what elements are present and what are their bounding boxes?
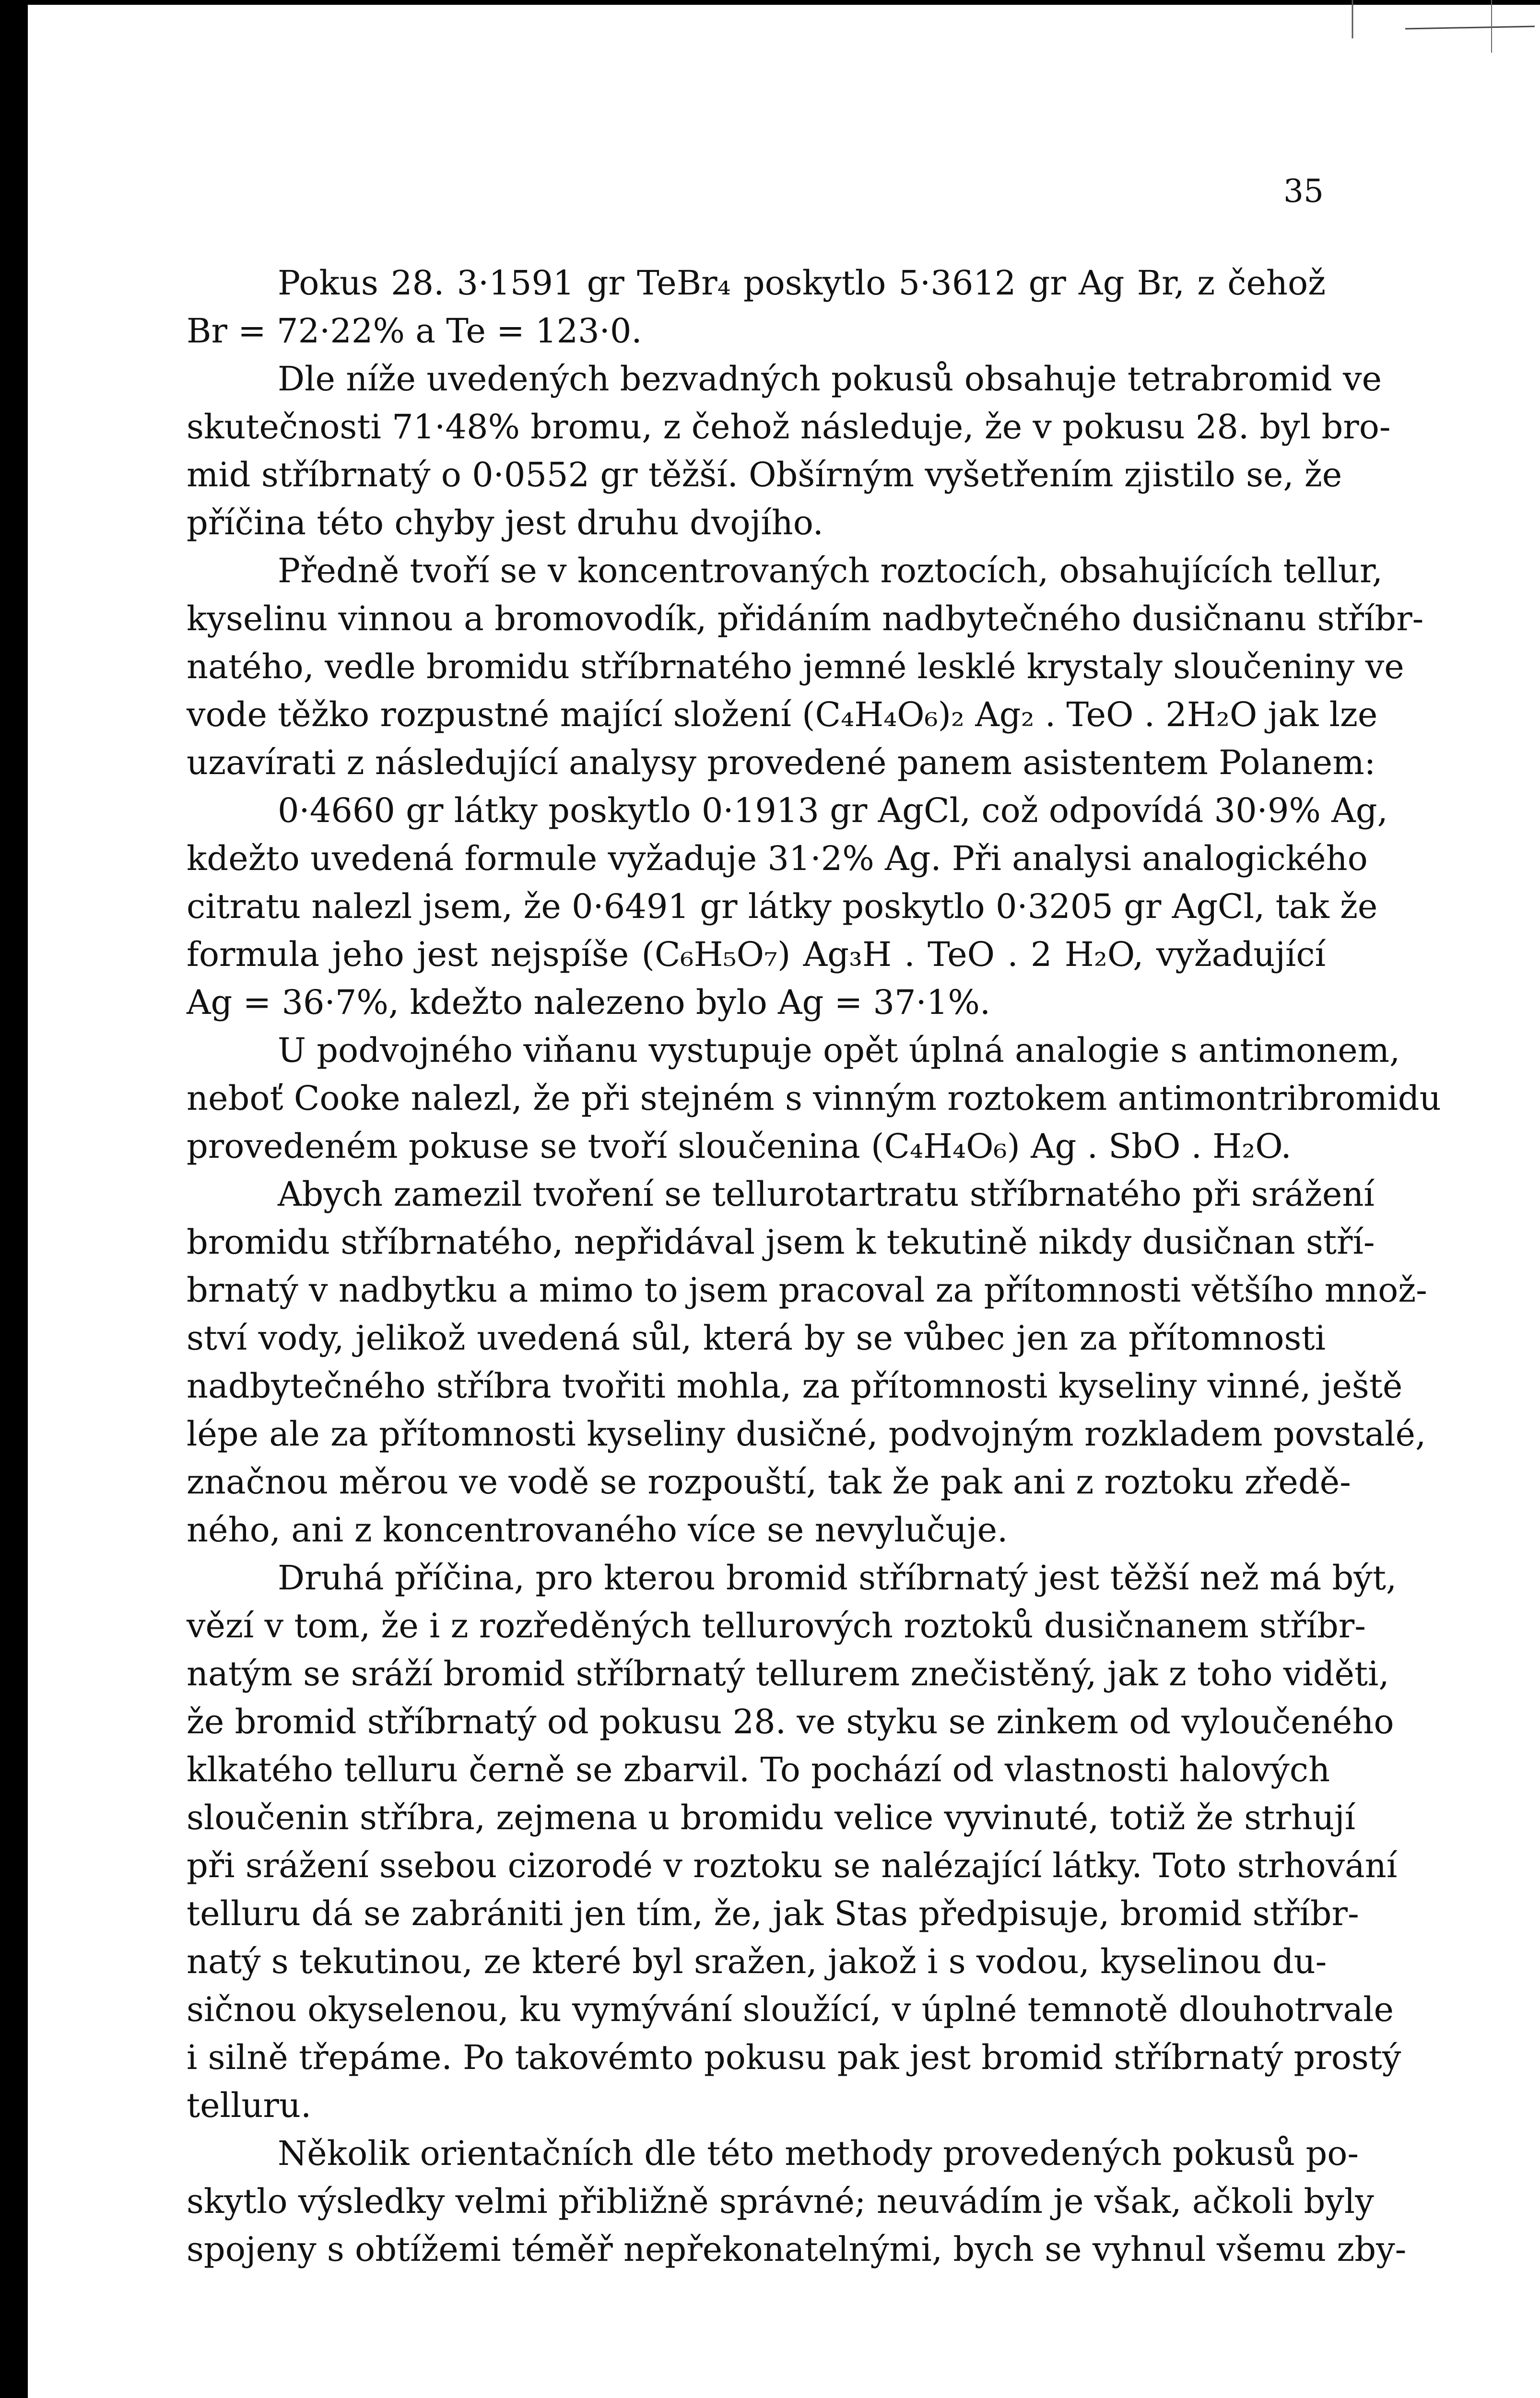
text-line: ství vody, jelikož uvedená sůl, která by se vůbec jen za přítomnosti: [187, 1318, 1326, 1358]
text-line: Několik orientačních dle této methody provedených pokusů po-: [278, 2134, 1359, 2173]
text-line: provedeném pokuse se tvoří sloučenina (C₄H₄O₆) Ag . SbO . H₂O.: [187, 1127, 1292, 1166]
text-line: Ag = 36·7%, kdežto nalezeno bylo Ag = 37·1%.: [187, 983, 991, 1022]
text-line: Druhá příčina, pro kterou bromid stříbrnatý jest těžší než má být,: [278, 1558, 1397, 1598]
text-line: mid stříbrnatý o 0·0552 gr těžší. Obšírným vyšetřením zjistilo se, že: [187, 455, 1342, 494]
text-line: formula jeho jest nejspíše (C₆H₅O₇) Ag₃H . TeO . 2 H₂O, vyžadující: [187, 935, 1326, 974]
text-line: nadbytečného stříbra tvořiti mohla, za přítomnosti kyseliny vinné, ještě: [187, 1366, 1403, 1406]
text-line: skytlo výsledky velmi přibližně správné; neuvádím je však, ačkoli byly: [187, 2182, 1374, 2221]
text-line: při srážení ssebou cizorodé v roztoku se nalézající látky. Toto strhování: [187, 1846, 1398, 1885]
text-line: skutečnosti 71·48% bromu, z čehož následuje, že v pokusu 28. byl bro-: [187, 407, 1391, 447]
scan-corner-mark: [1348, 0, 1540, 58]
text-line: vězí v tom, že i z rozředěných tellurových roztoků dusičnanem stříbr-: [187, 1606, 1366, 1646]
scan-border-top: [0, 0, 1540, 5]
paragraph: [187, 259, 1326, 355]
text-line: Předně tvoří se v koncentrovaných roztocích, obsahujících tellur,: [278, 551, 1383, 590]
text-line: natého, vedle bromidu stříbrnatého jemné lesklé krystaly sloučeniny ve: [187, 647, 1404, 686]
paragraph: [187, 355, 1391, 547]
text-line: i silně třepáme. Po takovémto pokusu pak jest bromid stříbrnatý prostý: [187, 2038, 1401, 2077]
paragraph: [187, 2129, 1407, 2273]
text-line: Abych zamezil tvoření se tellurotartratu stříbrnatého při srážení: [278, 1175, 1375, 1214]
document-body: [187, 259, 1441, 2273]
text-line: U podvojného viňanu vystupuje opět úplná analogie s antimonem,: [278, 1031, 1400, 1070]
text-line: značnou měrou ve vodě se rozpouští, tak že pak ani z roztoku zředě-: [187, 1462, 1351, 1502]
text-line: natým se sráží bromid stříbrnatý tellurem znečistěný, jak z toho viděti,: [187, 1654, 1389, 1693]
paragraph: [187, 1554, 1401, 2129]
text-line: 0·4660 gr látky poskytlo 0·1913 gr AgCl, což odpovídá 30·9% Ag,: [278, 791, 1388, 830]
text-line: sičnou okyselenou, ku vymývání sloužící, v úplné temnotě dlouhotrvale: [187, 1990, 1394, 2029]
text-line: kdežto uvedená formule vyžaduje 31·2% Ag. Při analysi analogického: [187, 839, 1368, 878]
text-line: telluru dá se zabrániti jen tím, že, jak Stas předpisuje, bromid stříbr-: [187, 1894, 1359, 1933]
scan-border-left: [0, 0, 28, 2398]
text-line: bromidu stříbrnatého, nepřidával jsem k tekutině nikdy dusičnan stří-: [187, 1223, 1375, 1262]
text-line: ného, ani z koncentrovaného více se nevylučuje.: [187, 1510, 1008, 1550]
text-line: sloučenin stříbra, zejmena u bromidu velice vyvinuté, totiž že strhují: [187, 1798, 1356, 1837]
text-line: lépe ale za přítomnosti kyseliny dusičné, podvojným rozkladem povstalé,: [187, 1414, 1426, 1454]
paragraph: [187, 547, 1424, 787]
text-line: příčina této chyby jest druhu dvojího.: [187, 503, 823, 542]
text-line: že bromid stříbrnatý od pokusu 28. ve styku se zinkem od vyloučeného: [187, 1702, 1394, 1741]
paragraph: [187, 1170, 1427, 1554]
text-line: uzavírati z následující analysy provedené panem asistentem Polanem:: [187, 743, 1376, 782]
text-line: natý s tekutinou, ze které byl sražen, jakož i s vodou, kyselinou du-: [187, 1942, 1327, 1981]
text-line: telluru.: [187, 2086, 312, 2125]
text-line: neboť Cooke nalezl, že při stejném s vinným roztokem antimontribromidu: [187, 1079, 1441, 1118]
text-line: klkatého telluru černě se zbarvil. To pochází od vlastnosti halových: [187, 1750, 1330, 1789]
page-number: 35: [1283, 173, 1324, 210]
text-line: citratu nalezl jsem, že 0·6491 gr látky poskytlo 0·3205 gr AgCl, tak že: [187, 887, 1378, 926]
text-line: kyselinu vinnou a bromovodík, přidáním nadbytečného dusičnanu stříbr-: [187, 599, 1424, 638]
text-line: Pokus 28. 3·1591 gr TeBr₄ poskytlo 5·3612 gr Ag Br, z čehož: [278, 263, 1326, 303]
text-line: Dle níže uvedených bezvadných pokusů obsahuje tetrabromid ve: [278, 359, 1382, 399]
text-line: spojeny s obtížemi téměř nepřekonatelnými, bych se vyhnul všemu zby-: [187, 2230, 1407, 2269]
text-line: Br = 72·22% a Te = 123·0.: [187, 311, 642, 351]
text-line: brnatý v nadbytku a mimo to jsem pracoval za přítomnosti většího množ-: [187, 1270, 1427, 1310]
text-line: vode těžko rozpustné mající složení (C₄H₄O₆)₂ Ag₂ . TeO . 2H₂O jak lze: [187, 695, 1378, 734]
paragraph: [187, 1026, 1441, 1170]
paragraph: [187, 787, 1388, 1026]
